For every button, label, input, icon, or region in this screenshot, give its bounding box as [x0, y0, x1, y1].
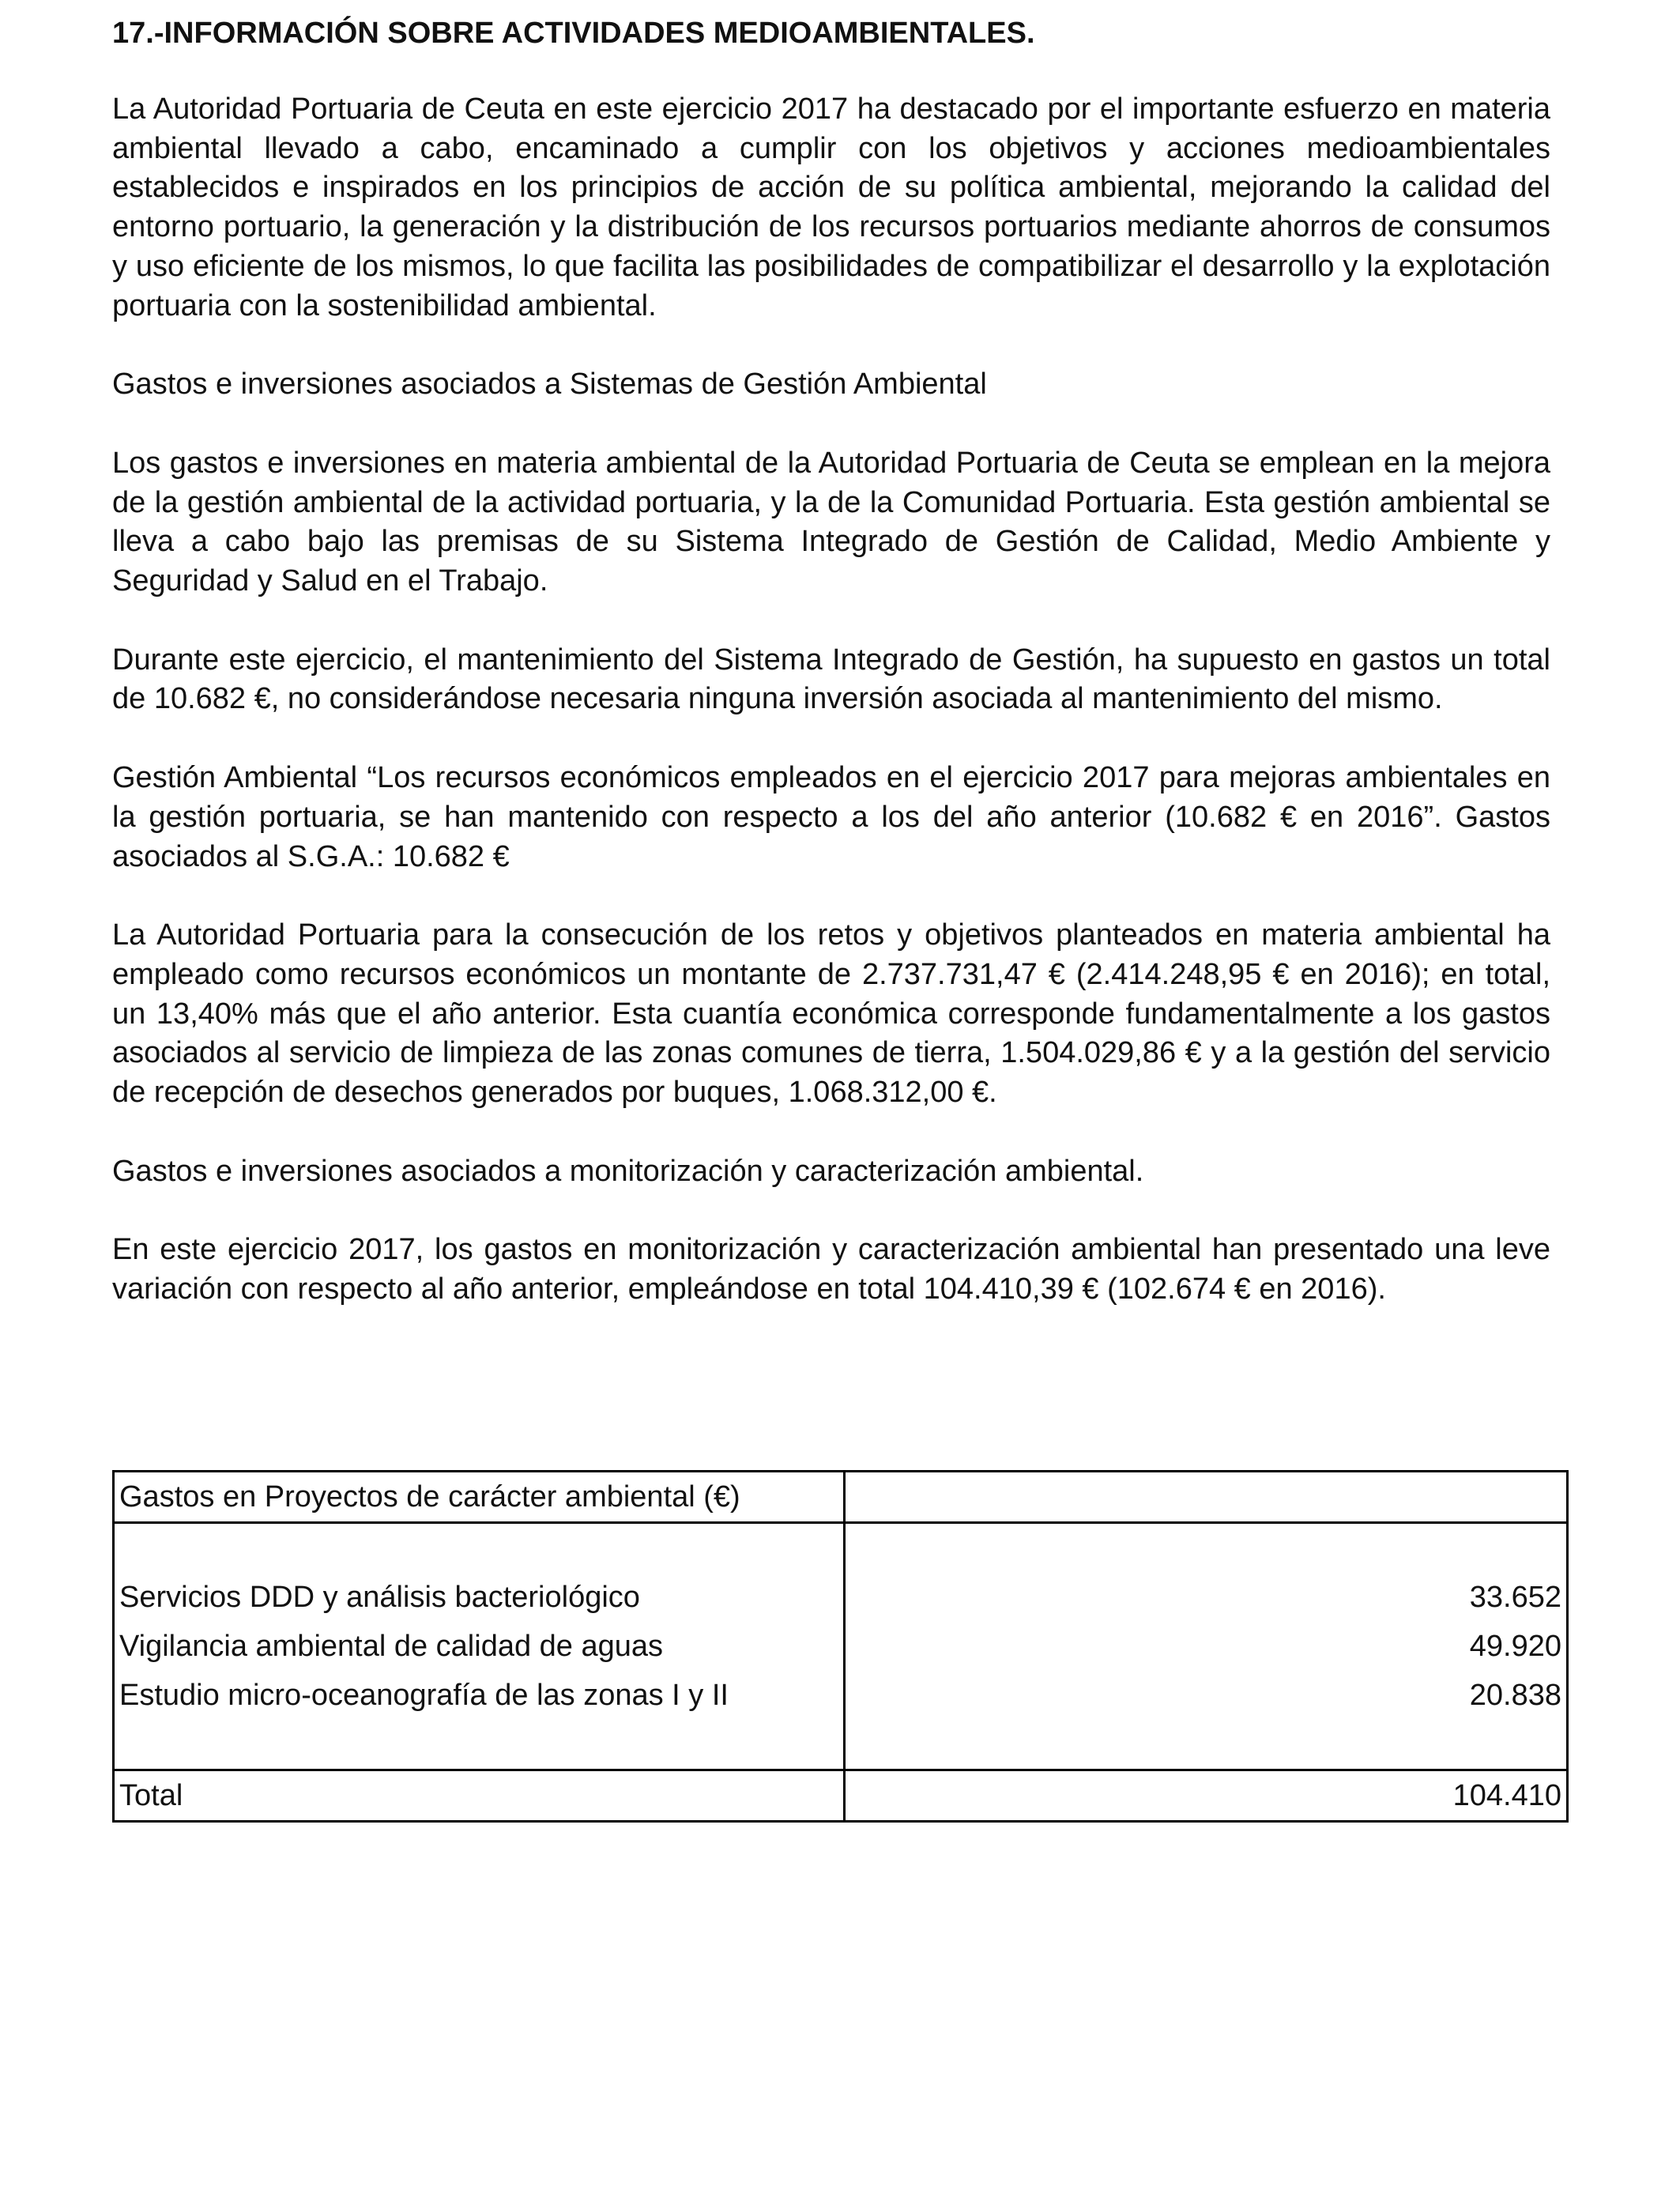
table-row — [114, 1573, 1568, 1622]
document-page — [112, 14, 1550, 1310]
paragraph-monitorizacion: En este ejercicio 2017, los gastos en monitorización y caracterización ambiental han presentado una leve variación con respecto al año anterior, empleándose en total 104.410,39 € (102.674 € en 2016). — [112, 1233, 1550, 1306]
paragraph-sga-description: Los gastos e inversiones en materia ambiental de la Autoridad Portuaria de Ceuta se emplean en la mejora de la gestión ambiental de la actividad portuaria, y la de la Comunidad Portuaria. Esta gestión ambiental se lleva a cabo bajo las premisas de su Sistema Integrado de Gestión de Calidad, Medio Ambiente y Seguridad y Salud en el Trabajo. — [112, 446, 1550, 598]
row-label: Servicios DDD y análisis bacteriológico — [114, 1573, 845, 1622]
table-row — [114, 1720, 1568, 1770]
projects-table — [112, 1470, 1569, 1823]
table-header-label: Gastos en Proyectos de carácter ambiental (€) — [114, 1472, 845, 1523]
total-value: 104.410 — [845, 1770, 1568, 1822]
row-label: Estudio micro-oceanografía de las zonas I y II — [114, 1671, 845, 1720]
table-row — [114, 1622, 1568, 1671]
table-total-row — [114, 1770, 1568, 1822]
paragraph-sga-maintenance: Durante este ejercicio, el mantenimiento del Sistema Integrado de Gestión, ha supuesto en gastos un total de 10.682 €, no considerándose necesaria ninguna inversión asociada al mantenimiento del mismo. — [112, 643, 1550, 716]
paragraph-recursos-economicos: La Autoridad Portuaria para la consecución de los retos y objetivos planteados en materia ambiental ha empleado como recursos económicos un montante de 2.737.731,47 € (2.414.248,95 € en 2016); en total, un 13,40% más que el año anterior. Esta cuantía económica corresponde fundamentalmente a los gastos asociados al servicio de limpieza de las zonas comunes de tierra, 1.504.029,86 € y a la gestión del servicio de recepción de desechos generados por buques, 1.068.312,00 €. — [112, 918, 1550, 1110]
table-header-row — [114, 1472, 1568, 1523]
row-label: Vigilancia ambiental de calidad de aguas — [114, 1622, 845, 1671]
table-row — [114, 1523, 1568, 1574]
row-value: 33.652 — [845, 1573, 1568, 1622]
row-value: 20.838 — [845, 1671, 1568, 1720]
paragraph-intro: La Autoridad Portuaria de Ceuta en este ejercicio 2017 ha destacado por el importante esfuerzo en materia ambiental llevado a cabo, encaminado a cumplir con los objetivos y acciones medioambientales establecidos e inspirados en los principios de acción de su política ambiental, mejorando la calidad del entorno portuario, la generación y la distribución de los recursos portuarios mediante ahorros de consumos y uso eficiente de los mismos, lo que facilita las posibilidades de compatibilizar el desarrollo y la explotación portuaria con la sostenibilidad ambiental. — [112, 92, 1550, 322]
total-label: Total — [114, 1770, 845, 1822]
table-row — [114, 1671, 1568, 1720]
table-header-value — [845, 1472, 1568, 1523]
paragraph-gestion-ambiental: Gestión Ambiental “Los recursos económicos empleados en el ejercicio 2017 para mejoras ambientales en la gestión portuaria, se han mantenido con respecto a los del año anterior (10.682 € en 2016”. Gastos asociados al S.G.A.: 10.682 € — [112, 761, 1550, 873]
section-heading: 17.-INFORMACIÓN SOBRE ACTIVIDADES MEDIOAMBIENTALES. — [112, 17, 1035, 50]
row-value: 49.920 — [845, 1622, 1568, 1671]
subheading-monitorizacion: Gastos e inversiones asociados a monitorización y caracterización ambiental. — [112, 1154, 1144, 1188]
subheading-sga: Gastos e inversiones asociados a Sistemas de Gestión Ambiental — [112, 368, 987, 401]
